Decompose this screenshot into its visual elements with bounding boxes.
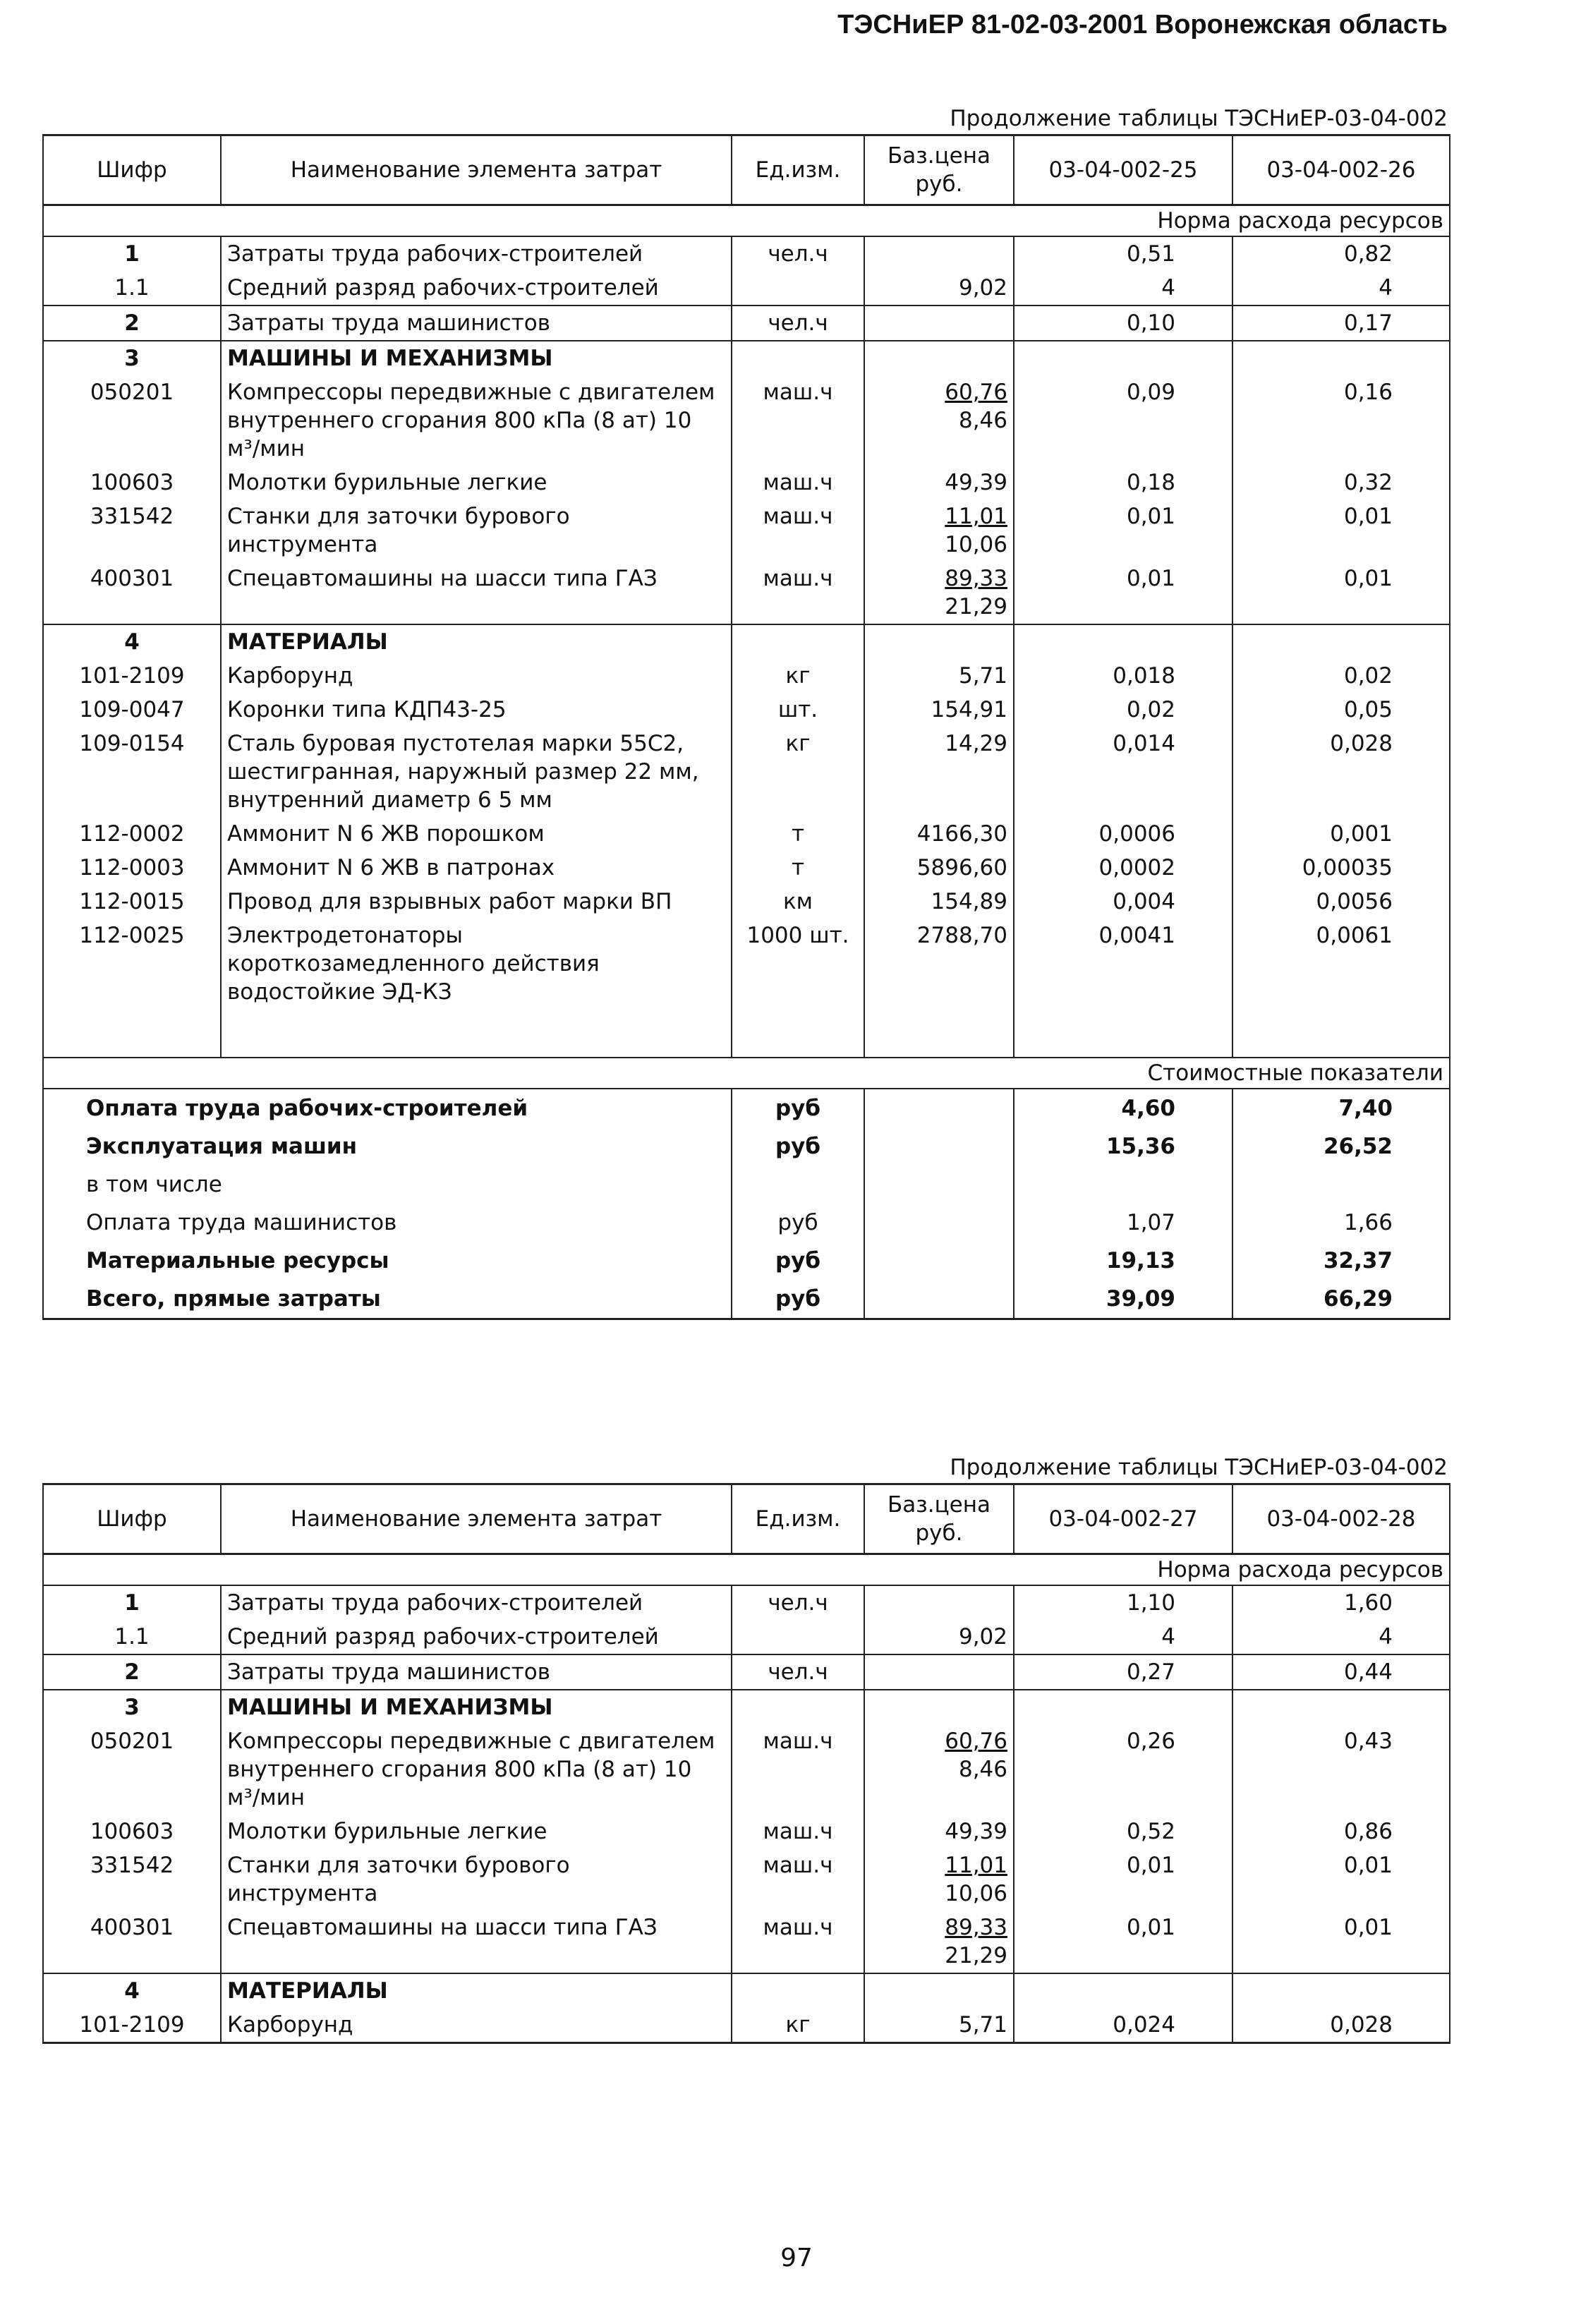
row-value-2: 0,01 [1232, 1911, 1450, 1973]
col-header-price: Баз.цена руб. [864, 1484, 1014, 1554]
row-unit: маш.ч [732, 1911, 864, 1973]
row-unit: маш.ч [732, 562, 864, 624]
row-price [864, 466, 1014, 500]
row-name: Аммонит N 6 ЖВ порошком [221, 817, 732, 851]
resource-table-2 [42, 1483, 1450, 2044]
row-value-1: 0,51 [1014, 236, 1232, 271]
cost-label: Стоимостные показатели [43, 1058, 1450, 1089]
cost-price [864, 1089, 1014, 1127]
table-header-row [43, 135, 1450, 205]
row-price-sub: 8,46 [958, 1757, 1007, 1782]
row-unit: чел.ч [732, 236, 864, 271]
row-value-1: 0,0006 [1014, 817, 1232, 851]
row-code: 112-0003 [43, 851, 221, 885]
row-value-2 [1232, 1973, 1450, 2008]
row-value-1: 0,01 [1014, 562, 1232, 624]
row-price [864, 1620, 1014, 1654]
row-price [864, 693, 1014, 727]
cost-unit: руб [732, 1089, 864, 1127]
row-code: 331542 [43, 1848, 221, 1911]
cost-value-1: 4,60 [1014, 1089, 1232, 1127]
row-unit: чел.ч [732, 305, 864, 341]
row-name: Молотки бурильные легкие [221, 1815, 732, 1848]
col-header-code-25: 03-04-002-25 [1014, 135, 1232, 205]
row-value-2 [1232, 624, 1450, 659]
row-value-2: 0,43 [1232, 1724, 1450, 1815]
spacer-row [43, 1009, 1450, 1058]
cost-value-2 [1232, 1166, 1450, 1204]
row-unit: кг [732, 659, 864, 693]
row-unit: кг [732, 2008, 864, 2043]
row-value-2: 0,01 [1232, 562, 1450, 624]
row-price-main: 60,76 [945, 1729, 1007, 1754]
cost-name: Всего, прямые затраты [43, 1280, 732, 1319]
row-code: 2 [43, 305, 221, 341]
row-name: МАШИНЫ И МЕХАНИЗМЫ [221, 1690, 732, 1724]
row-code: 112-0015 [43, 885, 221, 919]
row-code: 3 [43, 1690, 221, 1724]
row-price [864, 1848, 1014, 1911]
row-value-1: 0,02 [1014, 693, 1232, 727]
norm-label: Норма расхода ресурсов [43, 1554, 1450, 1586]
row-name: Электродетонаторы короткозамедленного действия водостойкие ЭД-КЗ [221, 919, 732, 1009]
cost-price [864, 1242, 1014, 1280]
cost-name: в том числе [43, 1166, 732, 1204]
cost-unit: руб [732, 1127, 864, 1166]
row-unit: чел.ч [732, 1585, 864, 1620]
document-header: ТЭСНиЕР 81-02-03-2001 Воронежская область [837, 10, 1448, 40]
row-name: Коронки типа КДП43-25 [221, 693, 732, 727]
row-value-2: 0,86 [1232, 1815, 1450, 1848]
row-price [864, 727, 1014, 817]
cost-value-1: 15,36 [1014, 1127, 1232, 1166]
cost-value-1: 1,07 [1014, 1204, 1232, 1242]
row-unit: 1000 шт. [732, 919, 864, 1009]
row-name: Станки для заточки бурового инструмента [221, 1848, 732, 1911]
cost-row [43, 1127, 1450, 1166]
table-row [43, 1815, 1450, 1848]
table-row [43, 919, 1450, 1009]
table-row [43, 341, 1450, 375]
row-price [864, 624, 1014, 659]
row-price-main: 60,76 [945, 380, 1007, 405]
row-price [864, 375, 1014, 466]
row-unit: т [732, 851, 864, 885]
table-row [43, 1620, 1450, 1654]
cost-unit: руб [732, 1280, 864, 1319]
table-row [43, 305, 1450, 341]
row-price-sub: 21,29 [945, 1943, 1007, 1968]
row-value-1: 0,004 [1014, 885, 1232, 919]
row-price-main: 11,01 [945, 1853, 1007, 1878]
cost-value-1 [1014, 1166, 1232, 1204]
cost-value-2: 66,29 [1232, 1280, 1450, 1319]
cost-price [864, 1280, 1014, 1319]
row-unit: маш.ч [732, 1815, 864, 1848]
table-row [43, 1724, 1450, 1815]
row-value-1: 0,18 [1014, 466, 1232, 500]
row-price-main: 154,91 [931, 697, 1007, 722]
row-code: 050201 [43, 1724, 221, 1815]
row-value-2: 0,44 [1232, 1654, 1450, 1690]
row-value-2: 0,32 [1232, 466, 1450, 500]
cost-unit [732, 1166, 864, 1204]
col-header-code-27: 03-04-002-27 [1014, 1484, 1232, 1554]
row-name: Аммонит N 6 ЖВ в патронах [221, 851, 732, 885]
row-name: МАШИНЫ И МЕХАНИЗМЫ [221, 341, 732, 375]
row-value-1: 0,01 [1014, 1911, 1232, 1973]
table-row [43, 1848, 1450, 1911]
cost-name: Материальные ресурсы [43, 1242, 732, 1280]
row-name: Средний разряд рабочих-строителей [221, 1620, 732, 1654]
row-value-1: 0,024 [1014, 2008, 1232, 2043]
cost-row [43, 1089, 1450, 1127]
cost-value-1: 19,13 [1014, 1242, 1232, 1280]
row-name: Провод для взрывных работ марки ВП [221, 885, 732, 919]
table-1-caption: Продолжение таблицы ТЭСНиЕР-03-04-002 [950, 106, 1448, 131]
row-code: 050201 [43, 375, 221, 466]
row-value-1: 0,018 [1014, 659, 1232, 693]
row-value-2: 4 [1232, 271, 1450, 305]
row-value-1: 0,10 [1014, 305, 1232, 341]
cost-price [864, 1127, 1014, 1166]
row-code: 1 [43, 1585, 221, 1620]
row-price [864, 305, 1014, 341]
row-name: Компрессоры передвижные с двигателем внутреннего сгорания 800 кПа (8 ат) 10 м³/мин [221, 1724, 732, 1815]
row-name: МАТЕРИАЛЫ [221, 1973, 732, 2008]
row-unit: км [732, 885, 864, 919]
row-value-1: 0,26 [1014, 1724, 1232, 1815]
row-value-2: 0,0061 [1232, 919, 1450, 1009]
norm-label: Норма расхода ресурсов [43, 205, 1450, 237]
row-price [864, 1724, 1014, 1815]
row-price [864, 271, 1014, 305]
row-price [864, 2008, 1014, 2043]
row-value-2: 0,01 [1232, 500, 1450, 562]
row-value-1: 0,52 [1014, 1815, 1232, 1848]
table-row [43, 466, 1450, 500]
resource-table-1 [42, 134, 1450, 1320]
row-code: 1 [43, 236, 221, 271]
row-value-1 [1014, 1690, 1232, 1724]
row-value-1: 0,09 [1014, 375, 1232, 466]
row-price-sub: 10,06 [945, 1881, 1007, 1906]
row-price [864, 1690, 1014, 1724]
table-row [43, 885, 1450, 919]
row-price [864, 851, 1014, 885]
row-name: Компрессоры передвижные с двигателем внутреннего сгорания 800 кПа (8 ат) 10 м³/мин [221, 375, 732, 466]
row-value-2: 0,82 [1232, 236, 1450, 271]
row-value-1 [1014, 341, 1232, 375]
row-price [864, 659, 1014, 693]
cost-row [43, 1242, 1450, 1280]
row-price-main: 5,71 [958, 2012, 1007, 2038]
row-price-main: 49,39 [945, 470, 1007, 495]
cost-value-2: 26,52 [1232, 1127, 1450, 1166]
row-value-1: 0,01 [1014, 500, 1232, 562]
row-name: Молотки бурильные легкие [221, 466, 732, 500]
row-price [864, 341, 1014, 375]
row-price-main: 5896,60 [916, 855, 1007, 880]
row-unit [732, 1973, 864, 2008]
row-price-sub: 21,29 [945, 594, 1007, 619]
cost-value-2: 32,37 [1232, 1242, 1450, 1280]
row-value-2: 1,60 [1232, 1585, 1450, 1620]
cost-unit: руб [732, 1204, 864, 1242]
row-name: Затраты труда машинистов [221, 305, 732, 341]
row-name: Станки для заточки бурового инструмента [221, 500, 732, 562]
table-row [43, 1973, 1450, 2008]
row-price [864, 236, 1014, 271]
row-unit [732, 1690, 864, 1724]
row-value-2: 0,02 [1232, 659, 1450, 693]
table-row [43, 817, 1450, 851]
table-row [43, 727, 1450, 817]
col-header-unit: Ед.изм. [732, 1484, 864, 1554]
cost-price [864, 1166, 1014, 1204]
col-header-code-26: 03-04-002-26 [1232, 135, 1450, 205]
row-unit: маш.ч [732, 500, 864, 562]
row-unit: шт. [732, 693, 864, 727]
row-name: Спецавтомашины на шасси типа ГАЗ [221, 562, 732, 624]
table-row [43, 1911, 1450, 1973]
cost-name: Оплата труда машинистов [43, 1204, 732, 1242]
row-value-2: 0,0056 [1232, 885, 1450, 919]
row-price [864, 1973, 1014, 2008]
row-unit [732, 624, 864, 659]
row-price-sub: 10,06 [945, 532, 1007, 557]
row-price-main: 9,02 [958, 275, 1007, 301]
row-unit: маш.ч [732, 1724, 864, 1815]
row-code: 400301 [43, 562, 221, 624]
row-name: Карборунд [221, 2008, 732, 2043]
row-name: МАТЕРИАЛЫ [221, 624, 732, 659]
row-name: Средний разряд рабочих-строителей [221, 271, 732, 305]
row-value-1: 0,27 [1014, 1654, 1232, 1690]
table-row [43, 1654, 1450, 1690]
cost-label-row [43, 1058, 1450, 1089]
row-value-2: 0,028 [1232, 727, 1450, 817]
table-2-caption: Продолжение таблицы ТЭСНиЕР-03-04-002 [950, 1455, 1448, 1480]
row-price [864, 500, 1014, 562]
row-code: 112-0002 [43, 817, 221, 851]
row-value-1: 4 [1014, 1620, 1232, 1654]
cost-row [43, 1166, 1450, 1204]
cost-value-2: 1,66 [1232, 1204, 1450, 1242]
row-price [864, 817, 1014, 851]
row-value-2 [1232, 1690, 1450, 1724]
col-header-code: Шифр [43, 135, 221, 205]
table-row [43, 236, 1450, 271]
col-header-price: Баз.цена руб. [864, 135, 1014, 205]
row-price [864, 1654, 1014, 1690]
row-code: 3 [43, 341, 221, 375]
row-price-main: 49,39 [945, 1819, 1007, 1844]
row-price [864, 1911, 1014, 1973]
row-unit: чел.ч [732, 1654, 864, 1690]
row-value-1: 0,014 [1014, 727, 1232, 817]
row-code: 400301 [43, 1911, 221, 1973]
row-price-main: 4166,30 [916, 821, 1007, 847]
norm-label-row [43, 205, 1450, 237]
row-name: Карборунд [221, 659, 732, 693]
row-code: 101-2109 [43, 659, 221, 693]
row-value-2: 0,01 [1232, 1848, 1450, 1911]
cost-value-1: 39,09 [1014, 1280, 1232, 1319]
row-code: 101-2109 [43, 2008, 221, 2043]
row-value-1 [1014, 624, 1232, 659]
row-price-main: 11,01 [945, 504, 1007, 529]
row-value-1: 1,10 [1014, 1585, 1232, 1620]
row-value-2: 0,05 [1232, 693, 1450, 727]
table-row [43, 1585, 1450, 1620]
table-row [43, 1690, 1450, 1724]
row-price [864, 1815, 1014, 1848]
cost-unit: руб [732, 1242, 864, 1280]
row-unit: маш.ч [732, 466, 864, 500]
row-price-main: 89,33 [945, 566, 1007, 591]
row-value-1: 0,01 [1014, 1848, 1232, 1911]
row-name: Затраты труда рабочих-строителей [221, 1585, 732, 1620]
table-row [43, 375, 1450, 466]
table-row [43, 624, 1450, 659]
table-header-row [43, 1484, 1450, 1554]
table-row [43, 2008, 1450, 2043]
row-price-main: 9,02 [958, 1624, 1007, 1650]
row-value-2: 0,028 [1232, 2008, 1450, 2043]
row-name: Затраты труда рабочих-строителей [221, 236, 732, 271]
row-code: 112-0025 [43, 919, 221, 1009]
row-name: Спецавтомашины на шасси типа ГАЗ [221, 1911, 732, 1973]
cost-name: Эксплуатация машин [43, 1127, 732, 1166]
cost-value-2: 7,40 [1232, 1089, 1450, 1127]
row-unit [732, 1620, 864, 1654]
row-value-2: 0,16 [1232, 375, 1450, 466]
row-unit [732, 271, 864, 305]
row-name: Сталь буровая пустотелая марки 55С2, шестигранная, наружный размер 22 мм, внутренний диаметр 6 5 мм [221, 727, 732, 817]
table-row [43, 562, 1450, 624]
row-value-2 [1232, 341, 1450, 375]
row-value-2: 0,17 [1232, 305, 1450, 341]
row-unit: маш.ч [732, 375, 864, 466]
row-price [864, 562, 1014, 624]
row-price [864, 1585, 1014, 1620]
row-code: 109-0154 [43, 727, 221, 817]
row-code: 4 [43, 1973, 221, 2008]
row-value-1: 4 [1014, 271, 1232, 305]
page-number: 97 [780, 2244, 813, 2272]
row-code: 109-0047 [43, 693, 221, 727]
table-row [43, 851, 1450, 885]
row-code: 2 [43, 1654, 221, 1690]
cost-row [43, 1280, 1450, 1319]
table-row [43, 693, 1450, 727]
row-price-main: 2788,70 [916, 923, 1007, 948]
row-name: Затраты труда машинистов [221, 1654, 732, 1690]
col-header-code: Шифр [43, 1484, 221, 1554]
cost-price [864, 1204, 1014, 1242]
row-price [864, 885, 1014, 919]
row-unit [732, 341, 864, 375]
row-price-main: 89,33 [945, 1915, 1007, 1940]
cost-name: Оплата труда рабочих-строителей [43, 1089, 732, 1127]
col-header-code-28: 03-04-002-28 [1232, 1484, 1450, 1554]
table-row [43, 500, 1450, 562]
row-value-2: 0,001 [1232, 817, 1450, 851]
row-value-2: 0,00035 [1232, 851, 1450, 885]
table-row [43, 271, 1450, 305]
col-header-unit: Ед.изм. [732, 135, 864, 205]
col-header-name: Наименование элемента затрат [221, 135, 732, 205]
table-row [43, 659, 1450, 693]
row-code: 100603 [43, 466, 221, 500]
row-price-main: 5,71 [958, 663, 1007, 689]
row-price [864, 919, 1014, 1009]
row-code: 331542 [43, 500, 221, 562]
row-value-1: 0,0002 [1014, 851, 1232, 885]
row-price-main: 154,89 [931, 889, 1007, 914]
row-value-2: 4 [1232, 1620, 1450, 1654]
row-unit: кг [732, 727, 864, 817]
row-value-1 [1014, 1973, 1232, 2008]
row-value-1: 0,0041 [1014, 919, 1232, 1009]
row-code: 4 [43, 624, 221, 659]
row-price-main: 14,29 [945, 731, 1007, 756]
row-price-sub: 8,46 [958, 408, 1007, 433]
cost-row [43, 1204, 1450, 1242]
row-code: 1.1 [43, 1620, 221, 1654]
row-code: 100603 [43, 1815, 221, 1848]
row-unit: маш.ч [732, 1848, 864, 1911]
col-header-name: Наименование элемента затрат [221, 1484, 732, 1554]
row-unit: т [732, 817, 864, 851]
row-code: 1.1 [43, 271, 221, 305]
norm-label-row [43, 1554, 1450, 1586]
